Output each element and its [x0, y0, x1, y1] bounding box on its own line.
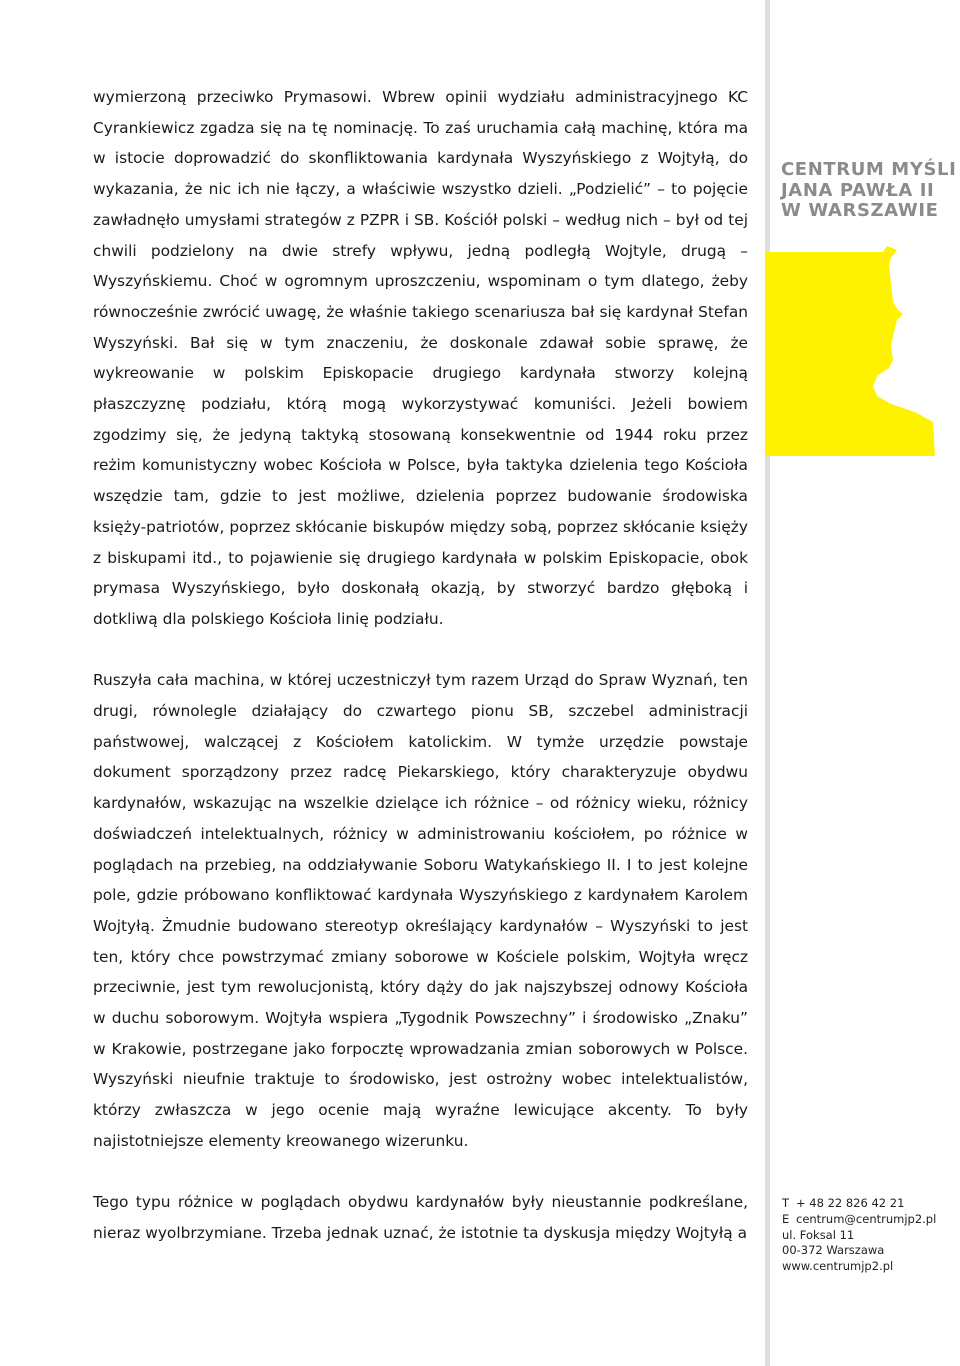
logo-line-2: JANA PAWŁA II [781, 179, 935, 201]
logo-line-3: W WARSZAWIE [781, 200, 939, 221]
contact-website: www.centrumjp2.pl [782, 1259, 894, 1274]
paragraph-1: wymierzoną przeciwko Prymasowi. Wbrew opinii wydziału administracyjnego KC Cyrankiewicz zgadza się na tę nominację. To zaś uruchamia całą machinę, która ma w istocie doprowadzić do skonfliktowania kardynała Wyszyńskiego z Wojtyłą, do wykazania, że nic ich nie łączy, a właściwie wszystko dzieli. „Podzielić” – to pojęcie zawładnęło umysłami strategów z PZPR i SB. Kościół polski – według nich – był od tej chwili podzielony na dwie strefy wpływu, jedną podległą Wojtyle, drugą – Wyszyńskiemu. Choć w ogromnym uproszczeniu, wspominam o tym dlatego, żeby równocześnie zwrócić uwagę, że właśnie takiego scenariusza bał się kardynał Stefan Wyszyński. Bał się w tym znaczeniu, że doskonale zdawał sobie sprawę, że wykreowanie w polskim Episkopacie drugiego kardynała stworzy kolejną płaszczyznę podziału, którą mogą wykorzystywać komuniści. Jeżeli bowiem zgodzimy się, że jedyną taktyką stosowaną konsekwentnie od 1944 roku przez reżim komunistyczny wobec Kościoła w Polsce, była taktyka dzielenia tego Kościoła wszędzie tam, gdzie to jest możliwe, dzielenia poprzez budowanie środowiska księży-patriotów, poprzez skłócanie biskupów między sobą, poprzez skłócanie księży z biskupami itd., to pojawienie się drugiego kardynała w polskim Episkopacie, obok prymasa Wyszyńskiego, było doskonałą okazją, by stworzyć bardzo głęboką i dotkliwą dla polskiego Kościoła linię podziału. [93, 88, 748, 628]
contact-street: ul. Foksal 11 [782, 1227, 855, 1242]
yellow-logo-mark-icon [765, 244, 935, 456]
centrum-logo [781, 159, 957, 222]
contact-email-row [782, 1212, 957, 1228]
body-text [93, 82, 748, 1249]
paragraph-3: Tego typu różnice w poglądach obydwu kardynałów były nieustannie podkreślane, nieraz wyolbrzymiane. Trzeba jednak uznać, że istotnie ta dyskusja między Wojtyłą a [93, 1193, 748, 1242]
yellow-mark-shape [765, 246, 935, 456]
email-address: centrum@centrumjp2.pl [796, 1211, 937, 1226]
contact-block [782, 1196, 957, 1275]
sidebar-rule [765, 0, 770, 1366]
paragraph-2: Ruszyła cała machina, w której uczestniczył tym razem Urząd do Spraw Wyznań, ten drugi, równolegle działający do czwartego pionu SB, szczebel administracji państwowej, walczącej z Kościołem katolickim. W tymże urzędzie powstaje dokument sporządzony przez radcę Piekarskiego, który charakteryzuje obydwu kardynałów, wskazując na wszelkie dzielące ich różnice – od różnicy wieku, różnicy doświadczeń intelektualnych, różnicy w administrowaniu kościołem, po różnice w poglądach na przebieg, na oddziaływanie Soboru Watykańskiego II. I to jest kolejne pole, gdzie próbowano konfliktować kardynała Wyszyńskiego z kardynałem Karolem Wojtyłą. Żmudnie budowano stereotyp określający kardynałów – Wyszyński to jest ten, który chce powstrzymać zmiany soborowe w Kościele polskim, Wojtyła wręcz przeciwnie, jest tym rewolucjonistą, który dąży do jak najszybszej odnowy Kościoła w duchu soborowym. Wojtyła wspiera „Tygodnik Powszechny” i środowisko „Znaku” w Krakowie, postrzegane jako forpocztę wprowadzania zmian soborowych w Polsce. Wyszyński nieufnie traktuje to środowisko, jest ostrożny wobec intelektualistów, którzy zwłaszcza w jego ocenie mają wyraźne lewicujące akcenty. To były najistotniejsze elementy kreowanego wizerunku. [93, 671, 748, 1150]
phone-label: T [782, 1196, 790, 1210]
email-label: E [782, 1211, 790, 1226]
logo-line-1: CENTRUM MYŚLI [781, 159, 957, 180]
phone-number: + 48 22 826 42 21 [796, 1196, 905, 1210]
contact-phone-row [782, 1196, 957, 1212]
contact-city: 00-372 Warszawa [782, 1243, 885, 1258]
